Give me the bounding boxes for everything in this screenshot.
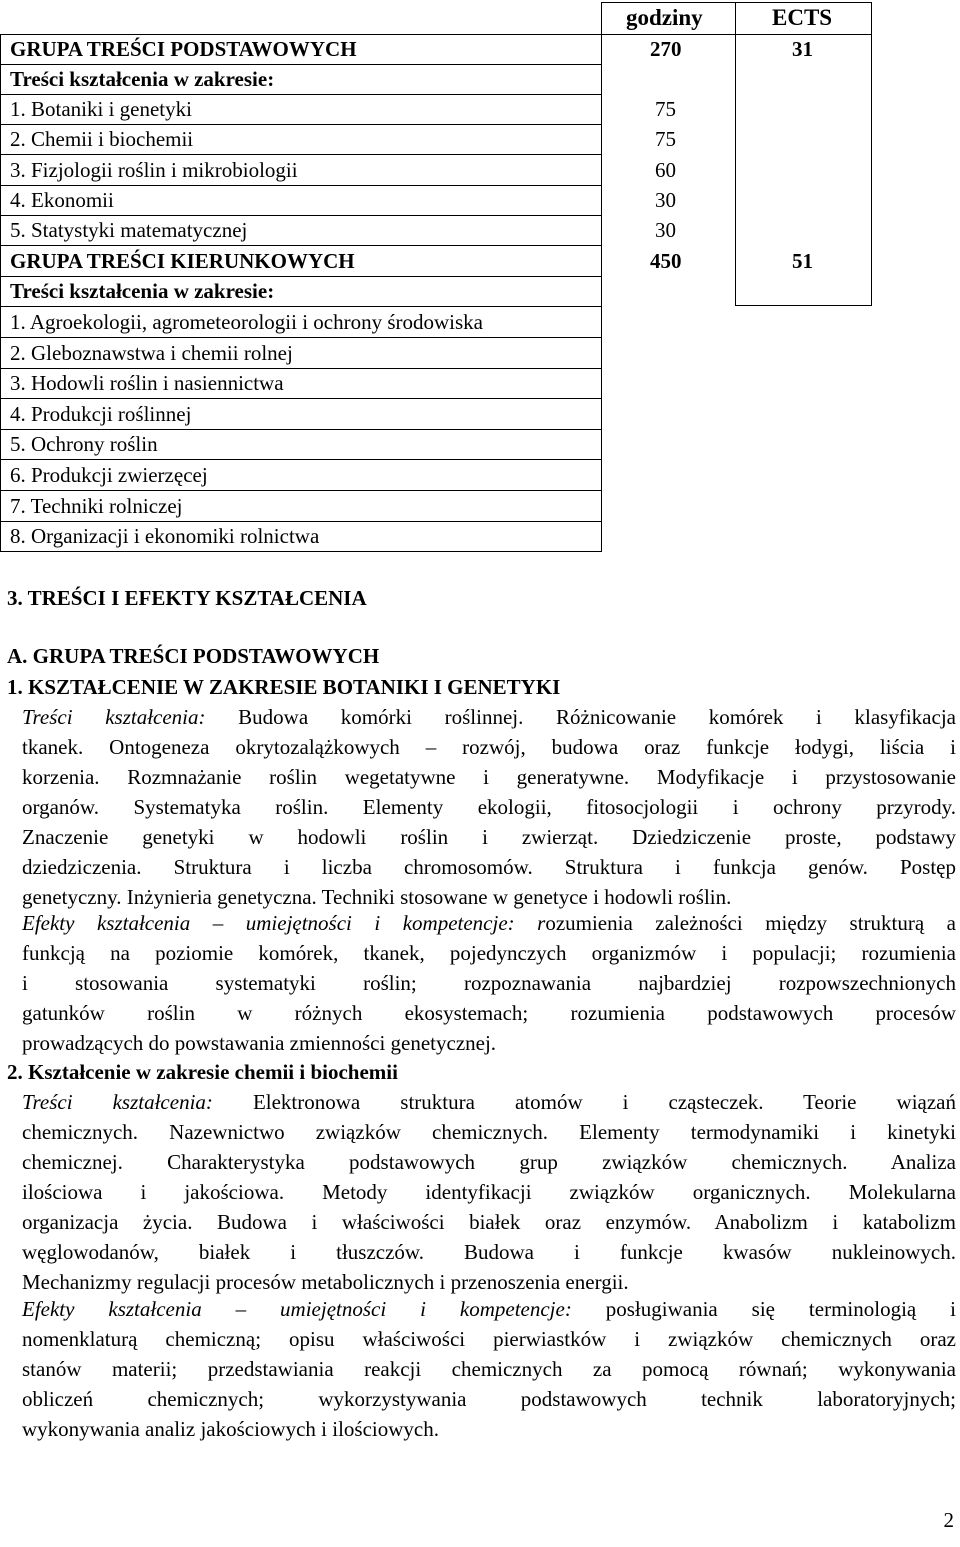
subsection-2-title: 2. Kształcenie w zakresie chemii i biochemii xyxy=(7,1060,398,1084)
header-hours: godziny xyxy=(626,5,703,30)
table-row-hours: 75 xyxy=(655,127,676,151)
effects-label: Efekty kształcenia – umiejętności i kompetencje: r xyxy=(22,911,546,935)
subsection-1-effects: Efekty kształcenia – umiejętności i kompetencje: rozumienia zależności między strukturą a funkcją na poziomie komórek, tkanek, pojedynczych organizmów i populacji; rozumienia i stosowania systematyki roślin; rozpoznawania najbardziej rozpowszechnionych gatunków roślin w różnych ekosystemach; rozumienia podstawowych procesów prowadzących do powstawania zmienności genetycznej. xyxy=(22,911,956,1055)
table-row-label: 3. Hodowli roślin i nasiennictwa xyxy=(10,371,284,395)
table-row-ects: 31 xyxy=(792,37,813,61)
table-row-label: 1. Agroekologii, agrometeorologii i ochrony środowiska xyxy=(10,310,484,334)
subsection-2-effects: Efekty kształcenia – umiejętności i kompetencje: posługiwania się terminologią i nomenklaturą chemiczną; opisu właściwości pierwiastków i związków chemicznych oraz stanów materii; przedstawiania reakcji chemicznych za pomocą równań; wykonywania obliczeń chemicznych; wykorzystywania podstawowych technik laboratoryjnych; wykonywania analiz jakościowych i ilościowych. xyxy=(22,1297,956,1441)
table-row-hours: 450 xyxy=(650,249,682,273)
table-row-hours: 60 xyxy=(655,158,676,182)
table-row-ects: 51 xyxy=(792,249,813,273)
table-row-label: Treści kształcenia w zakresie: xyxy=(10,67,275,91)
table-row-hours: 30 xyxy=(655,188,676,212)
table-row-label: 6. Produkcji zwierzęcej xyxy=(10,463,208,487)
content-label: Treści kształcenia: xyxy=(22,1090,213,1114)
table-row-hours: 30 xyxy=(655,218,676,242)
table-row-label: 3. Fizjologii roślin i mikrobiologii xyxy=(10,158,298,182)
table-row-label: 2. Gleboznawstwa i chemii rolnej xyxy=(10,341,293,365)
table-row-label: 7. Techniki rolniczej xyxy=(10,494,183,518)
subsection-1-title: 1. KSZTAŁCENIE W ZAKRESIE BOTANIKI I GENETYKI xyxy=(7,675,561,699)
table-row-label: GRUPA TREŚCI KIERUNKOWYCH xyxy=(10,249,355,273)
table-row-label: GRUPA TREŚCI PODSTAWOWYCH xyxy=(10,37,357,61)
page-number: 2 xyxy=(943,1508,954,1532)
subsection-1-content: Treści kształcenia: Budowa komórki roślinnej. Różnicowanie komórek i klasyfikacja tkanek. Ontogeneza okrytozalążkowych – rozwój, budowa oraz funkcje łodygi, liścia i korzenia. Rozmnażanie roślin wegetatywne i generatywne. Modyfikacje i przystosowanie organów. Systematyka roślin. Elementy ekologii, fitosocjologii i ochrony przyrody. Znaczenie genetyki w hodowli roślin i zwierząt. Dziedziczenie proste, podstawy dziedziczenia. Struktura i liczba chromosomów. Struktura i funkcja genów. Postęp genetyczny. Inżynieria genetyczna. Techniki stosowane w genetyce i hodowli roślin. xyxy=(22,705,956,909)
table-row-label: 2. Chemii i biochemii xyxy=(10,127,194,151)
effects-label: Efekty kształcenia – umiejętności i kompetencje: xyxy=(22,1297,572,1321)
table-row-label: 8. Organizacji i ekonomiki rolnictwa xyxy=(10,524,320,548)
table-row-label: Treści kształcenia w zakresie: xyxy=(10,279,275,303)
table-row-label: 1. Botaniki i genetyki xyxy=(10,97,192,121)
table-row-hours: 270 xyxy=(650,37,682,61)
table-row-hours: 75 xyxy=(655,97,676,121)
group-title: A. GRUPA TREŚCI PODSTAWOWYCH xyxy=(7,644,380,668)
table-row-label: 5. Statystyki matematycznej xyxy=(10,218,248,242)
table-row-label: 4. Ekonomii xyxy=(10,188,114,212)
header-ects: ECTS xyxy=(772,5,833,30)
section-title: 3. TREŚCI I EFEKTY KSZTAŁCENIA xyxy=(7,586,367,610)
table-row-label: 5. Ochrony roślin xyxy=(10,432,158,456)
subsection-2-content: Treści kształcenia: Elektronowa struktura atomów i cząsteczek. Teorie wiązań chemicznych. Nazewnictwo związków chemicznych. Elementy termodynamiki i kinetyki chemicznej. Charakterystyka podstawowych grup związków chemicznych. Analiza ilościowa i jakościowa. Metody identyfikacji związków organicznych. Molekularna organizacja życia. Budowa i właściwości białek oraz enzymów. Anabolizm i katabolizm węglowodanów, białek i tłuszczów. Budowa i funkcje kwasów nukleinowych. Mechanizmy regulacji procesów metabolicznych i przenoszenia energii. xyxy=(22,1090,956,1294)
content-label: Treści kształcenia: xyxy=(22,705,206,729)
table-row-label: 4. Produkcji roślinnej xyxy=(10,402,192,426)
